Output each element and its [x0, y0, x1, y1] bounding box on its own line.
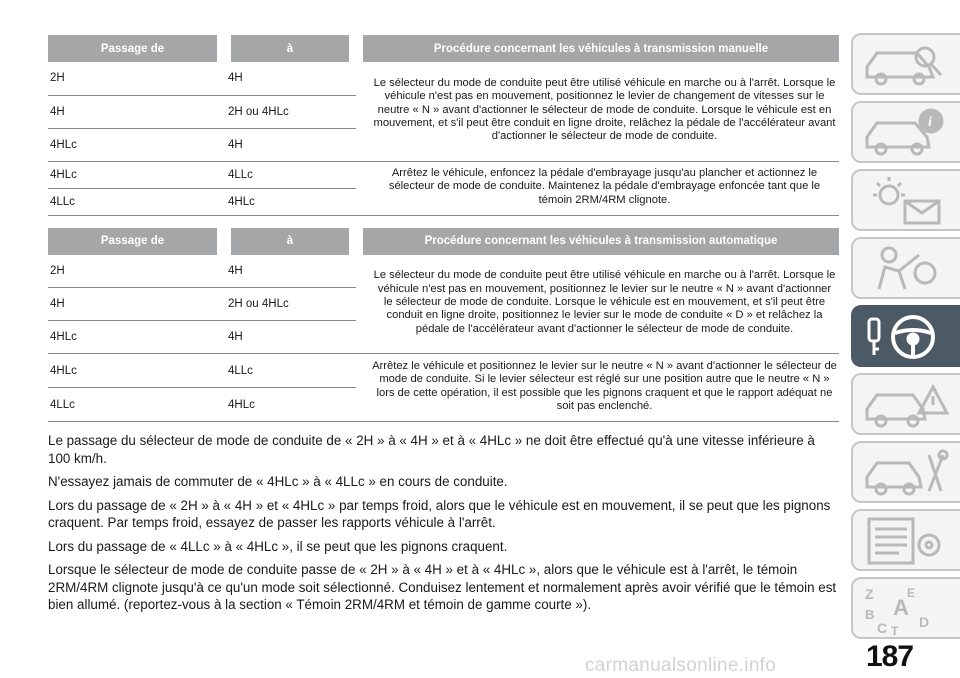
cell-from: 4LLc: [48, 188, 224, 215]
watermark: carmanualsonline.info: [585, 655, 777, 676]
index-letter: T: [891, 624, 899, 635]
chapter-tabs: [851, 33, 960, 645]
header-to: à: [224, 228, 356, 255]
tab-car-info[interactable]: [851, 101, 960, 163]
automatic-transmission-table: [48, 228, 839, 423]
cell-to: 2H ou 4HLc: [224, 288, 356, 321]
car-tools-icon: [859, 447, 955, 499]
cell-from: 4HLc: [48, 161, 224, 188]
cell-from: 2H: [48, 62, 224, 95]
tab-safety[interactable]: [851, 237, 960, 299]
spec-list-icon: [859, 515, 955, 567]
note-paragraph: Lorsque le sélecteur de mode de conduite passe de « 2H » à « 4H » et à « 4HLc », alors que le véhicule est à l'arrêt, le témoin 2RM/4RM clignote jusqu'à ce qu'un mode soit sélectionné. Conduisez lentement et normalement après avoir vérifié que le témoin est bien allumé. (reportez-vous à la section « Témoin 2RM/4RM et témoin de gamme courte »).: [48, 562, 837, 612]
header-procedure: Procédure concernant les véhicules à transmission manuelle: [356, 35, 839, 62]
procedure-text: Arrêtez le véhicule et positionnez le levier sur le neutre « N » avant d'actionner le sélecteur de mode de conduite. Si le levier sélecteur est réglé sur une position autre que le neutre « N » lors de cette opération, il est possible que les pignons craquent et que le rapport adéquat ne soit pas enclenché.: [356, 354, 839, 422]
table-row: [48, 255, 839, 288]
header-to: à: [224, 35, 356, 62]
tab-specifications[interactable]: [851, 509, 960, 571]
index-letter: A: [893, 595, 909, 620]
index-letter: E: [907, 586, 916, 600]
tab-emergency[interactable]: [851, 373, 960, 435]
page-number: 187: [866, 640, 914, 673]
index-letter: C: [877, 620, 888, 635]
cell-to: 4H: [224, 62, 356, 95]
tab-starting-driving[interactable]: [851, 305, 960, 367]
header-procedure: Procédure concernant les véhicules à transmission automatique: [356, 228, 839, 255]
cell-from: 4H: [48, 288, 224, 321]
alphabet-index-icon: [859, 583, 955, 635]
cell-to: 4H: [224, 255, 356, 288]
svg-text:i: i: [928, 115, 932, 130]
notes-section: [48, 432, 839, 614]
cell-to: 4H: [224, 321, 356, 354]
cell-from: 4H: [48, 95, 224, 128]
tab-warning-lights[interactable]: [851, 169, 960, 231]
cell-from: 4LLc: [48, 388, 224, 422]
note-paragraph: N'essayez jamais de commuter de « 4HLc » à « 4LLc » en cours de conduite.: [48, 474, 508, 489]
warning-lights-icon: [859, 175, 955, 227]
page-content: [48, 35, 839, 620]
procedure-text: Le sélecteur du mode de conduite peut être utilisé véhicule en marche ou à l'arrêt. Lorsque le véhicule n'est pas en mouvement, positionnez le levier sur le neutre « N » avant d'actionner le sélecteur de mode de conduite. Lorsque le véhicule est en mouvement, et s'il peut être conduit en ligne droite, positionnez le levier sur le mode de conduite « D » et relâchez la pédale de l'accélérateur avant d'actionner le sélecteur de mode de conduite.: [356, 255, 839, 354]
car-warning-icon: [859, 379, 955, 431]
steering-wheel-key-icon: [859, 311, 955, 363]
note-paragraph: Le passage du sélecteur de mode de conduite de « 2H » à « 4H » et à « 4HLc » ne doit être effectué qu'à une vitesse inférieure à 100 km/h.: [48, 433, 815, 466]
header-from: Passage de: [48, 35, 224, 62]
airbag-person-icon: [859, 243, 955, 295]
index-letter: B: [865, 607, 875, 622]
cell-to: 4LLc: [224, 354, 356, 388]
cell-to: 4LLc: [224, 161, 356, 188]
note-paragraph: Lors du passage de « 4LLc » à « 4HLc », il se peut que les pignons craquent.: [48, 538, 508, 554]
index-letter: D: [919, 614, 930, 630]
procedure-text: Le sélecteur du mode de conduite peut être utilisé véhicule en marche ou à l'arrêt. Lorsque le véhicule n'est pas en mouvement, positionnez le levier de changement de vitesses sur le neutre « N » avant d'actionner le sélecteur de mode de conduite. Lorsque le véhicule est en mouvement, et s'il peut être conduit en ligne droite, relâchez la pédale de l'accélérateur avant d'actionner le sélecteur de mode de conduite.: [356, 62, 839, 161]
car-search-icon: [859, 39, 955, 91]
tab-index[interactable]: [851, 577, 960, 639]
tab-maintenance[interactable]: [851, 441, 960, 503]
note-paragraph: Lors du passage de « 2H » à « 4H » et « 4HLc » par temps froid, alors que le véhicule est en mouvement, il se peut que les pignons craquent. Par temps froid, essayez de passer les rapports véhicule à l'arrêt.: [48, 497, 831, 530]
header-from: Passage de: [48, 228, 224, 255]
car-info-icon: [859, 107, 955, 159]
cell-from: 2H: [48, 255, 224, 288]
cell-from: 4HLc: [48, 321, 224, 354]
cell-to: 2H ou 4HLc: [224, 95, 356, 128]
table-row: [48, 62, 839, 95]
cell-to: 4HLc: [224, 188, 356, 215]
cell-from: 4HLc: [48, 354, 224, 388]
index-letter: Z: [865, 586, 874, 602]
table-row: [48, 354, 839, 388]
cell-to: 4H: [224, 128, 356, 161]
table-row: [48, 161, 839, 188]
cell-from: 4HLc: [48, 128, 224, 161]
cell-to: 4HLc: [224, 388, 356, 422]
procedure-text: Arrêtez le véhicule, enfoncez la pédale d'embrayage jusqu'au plancher et actionnez le sélecteur de mode de conduite. Maintenez la pédale d'embrayage enfoncée tant que le témoin 2RM/4RM clignote.: [356, 161, 839, 215]
manual-transmission-table: [48, 35, 839, 216]
tab-car-overview[interactable]: [851, 33, 960, 95]
